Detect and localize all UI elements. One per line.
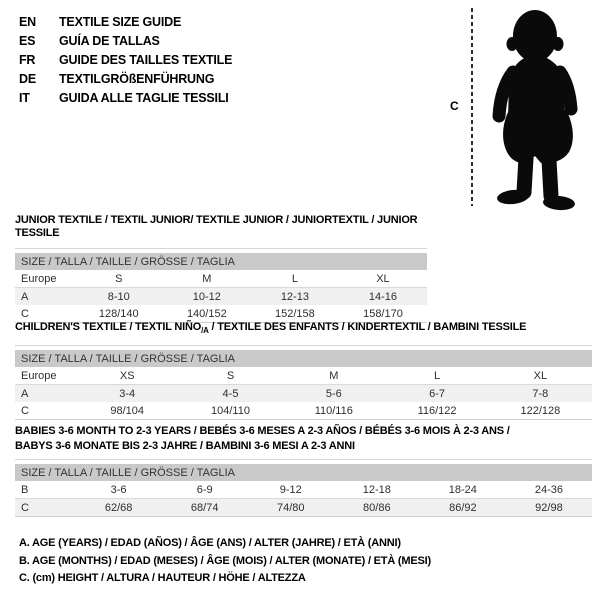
legend-item: A. AGE (YEARS) / EDAD (AÑOS) / ÂGE (ANS) / ALTER (JAHRE) / ETÀ (ANNI) bbox=[19, 537, 401, 549]
title-part: CHILDREN'S TEXTILE / TEXTIL NIÑO bbox=[15, 321, 202, 333]
cell: 9-12 bbox=[248, 481, 334, 499]
table-row bbox=[15, 499, 592, 517]
cell: 6-7 bbox=[429, 387, 446, 400]
row-label: C bbox=[15, 499, 76, 517]
language-title: GUÍA DE TALLAS bbox=[59, 34, 160, 48]
cell: XL bbox=[339, 270, 427, 288]
cell: 18-24 bbox=[420, 481, 506, 499]
language-title: GUIDA ALLE TAGLIE TESSILI bbox=[59, 91, 229, 105]
cell: 74/80 bbox=[248, 499, 334, 517]
cell: 8-10 bbox=[107, 290, 130, 303]
title-part: / TEXTILE DES ENFANTS / KINDERTEXTIL / BAMBINI TESSILE bbox=[208, 321, 527, 333]
cell: 10-12 bbox=[192, 290, 221, 303]
height-marker-label: C bbox=[450, 99, 459, 113]
cell: 24-36 bbox=[506, 481, 592, 499]
cell: M bbox=[163, 270, 251, 288]
row-label: B bbox=[15, 481, 76, 499]
cell: L bbox=[385, 367, 488, 385]
cell: 62/68 bbox=[76, 499, 162, 517]
cell: 4-5 bbox=[222, 387, 239, 400]
language-code: FR bbox=[19, 53, 36, 67]
table-row bbox=[15, 288, 427, 306]
cell: L bbox=[251, 270, 339, 288]
cell: 12-18 bbox=[334, 481, 420, 499]
cell: 7-8 bbox=[532, 387, 549, 400]
language-row bbox=[19, 89, 232, 108]
language-code: IT bbox=[19, 91, 30, 105]
language-title: GUIDE DES TAILLES TEXTILE bbox=[59, 53, 233, 67]
cell: 128/140 bbox=[75, 305, 163, 323]
table-row bbox=[15, 305, 427, 323]
cell: 80/86 bbox=[334, 499, 420, 517]
cell: 12-13 bbox=[280, 290, 309, 303]
language-code: ES bbox=[19, 34, 36, 48]
legend-item: B. AGE (MONTHS) / EDAD (MESES) / ÂGE (MOIS) / ALTER (MONATE) / ETÀ (MESI) bbox=[19, 554, 431, 567]
size-header-band bbox=[15, 464, 592, 481]
table-row bbox=[15, 385, 592, 403]
title-subscript: /A bbox=[201, 326, 209, 336]
row-label: C bbox=[15, 305, 75, 323]
cell: 68/74 bbox=[162, 499, 248, 517]
language-row bbox=[19, 51, 232, 70]
row-label: A bbox=[21, 387, 29, 400]
size-header-band bbox=[15, 253, 427, 270]
cell: XL bbox=[489, 367, 592, 385]
cell: XS bbox=[76, 367, 179, 385]
size-table bbox=[15, 459, 592, 517]
children-table-section bbox=[15, 321, 592, 420]
language-title: TEXTILE SIZE GUIDE bbox=[59, 15, 182, 29]
language-list bbox=[19, 13, 232, 108]
row-label: Europe bbox=[15, 367, 76, 385]
title-line: BABIES 3-6 MONTH TO 2-3 YEARS / BEBÉS 3-6 MESES A 2-3 AÑOS / BÉBÉS 3-6 MOIS À 2-3 ANS / bbox=[15, 425, 510, 437]
table-row bbox=[15, 402, 592, 420]
table-row bbox=[15, 367, 592, 385]
cell: S bbox=[75, 270, 163, 288]
baby-figure bbox=[440, 0, 600, 215]
cell: 3-6 bbox=[76, 481, 162, 499]
baby-silhouette bbox=[482, 6, 594, 212]
cell: 140/152 bbox=[163, 305, 251, 323]
babies-table-section bbox=[15, 424, 592, 517]
cell: 158/170 bbox=[339, 305, 427, 323]
legend bbox=[19, 535, 431, 588]
table-title bbox=[15, 424, 592, 454]
cell: 110/116 bbox=[282, 402, 385, 420]
row-label: A bbox=[21, 290, 29, 303]
size-header-label: SIZE / TALLA / TAILLE / GRÖSSE / TAGLIA bbox=[15, 253, 427, 270]
size-table bbox=[15, 345, 592, 420]
height-dashed-line bbox=[471, 8, 473, 206]
cell: 6-9 bbox=[162, 481, 248, 499]
cell: 92/98 bbox=[506, 499, 592, 517]
table-row bbox=[15, 481, 592, 499]
cell: 98/104 bbox=[76, 402, 179, 420]
cell: 5-6 bbox=[325, 387, 342, 400]
cell: 3-4 bbox=[119, 387, 136, 400]
row-label: Europe bbox=[15, 270, 75, 288]
language-row bbox=[19, 70, 232, 89]
language-code: DE bbox=[19, 72, 36, 86]
size-table bbox=[15, 248, 427, 323]
cell: 104/110 bbox=[179, 402, 282, 420]
size-header-label: SIZE / TALLA / TAILLE / GRÖSSE / TAGLIA bbox=[15, 350, 592, 367]
language-row bbox=[19, 13, 232, 32]
language-code: EN bbox=[19, 15, 36, 29]
table-title bbox=[15, 321, 592, 337]
cell: 116/122 bbox=[385, 402, 488, 420]
cell: 86/92 bbox=[420, 499, 506, 517]
size-header-label: SIZE / TALLA / TAILLE / GRÖSSE / TAGLIA bbox=[15, 464, 592, 481]
table-row bbox=[15, 270, 427, 288]
language-row bbox=[19, 32, 232, 51]
legend-item: C. (cm) HEIGHT / ALTURA / HAUTEUR / HÖHE / ALTEZZA bbox=[19, 572, 306, 584]
language-title: TEXTILGRÖßENFÜHRUNG bbox=[59, 72, 215, 86]
cell: 152/158 bbox=[251, 305, 339, 323]
cell: M bbox=[282, 367, 385, 385]
row-label: C bbox=[15, 402, 76, 420]
title-line: BABYS 3-6 MONATE BIS 2-3 JAHRE / BAMBINI 3-6 MESI A 2-3 ANNI bbox=[15, 440, 355, 452]
junior-table-section bbox=[15, 214, 427, 323]
cell: S bbox=[179, 367, 282, 385]
size-header-band bbox=[15, 350, 592, 367]
table-title: JUNIOR TEXTILE / TEXTIL JUNIOR/ TEXTILE JUNIOR / JUNIORTEXTIL / JUNIOR TESSILE bbox=[15, 214, 418, 239]
cell: 122/128 bbox=[489, 402, 592, 420]
cell: 14-16 bbox=[368, 290, 398, 303]
